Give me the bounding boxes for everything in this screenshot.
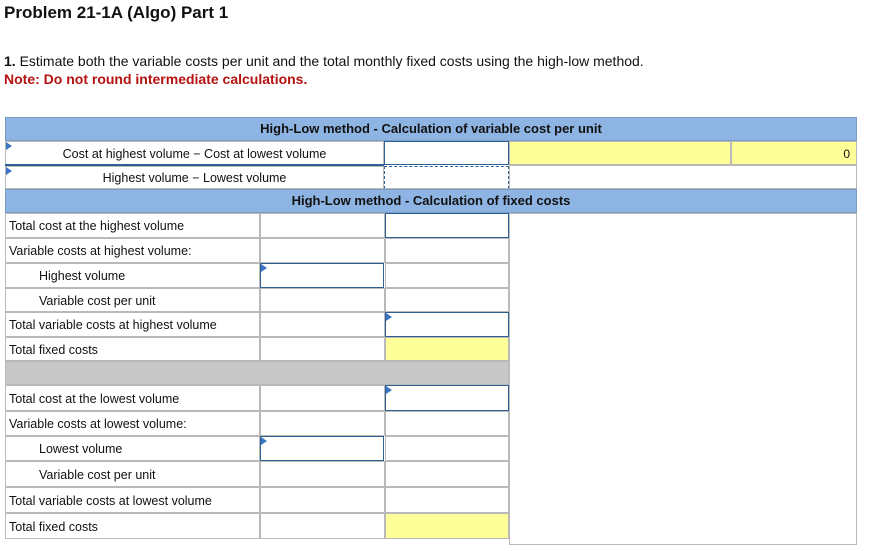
section-divider [5,361,509,385]
input-marker-icon [386,313,392,321]
empty-cell [260,487,385,513]
total-fixed-highest-label: Total fixed costs [9,343,98,357]
total-variable-highest-input[interactable] [385,312,509,337]
empty-cell [385,461,509,487]
input-marker-icon [6,167,12,175]
numerator-cell[interactable] [5,141,384,165]
input-marker-icon [261,437,267,445]
total-variable-highest-label: Total variable costs at highest volume [9,318,217,332]
page-title: Problem 21-1A (Algo) Part 1 [4,3,229,22]
total-fixed-lowest-result [385,513,509,539]
fixed-cost-header: High-Low method - Calculation of fixed costs [5,189,857,213]
row-label-cell [5,513,260,539]
empty-cell [385,263,509,288]
lowest-volume-label: Lowest volume [39,442,123,456]
question-body: Estimate both the variable costs per unit and the total monthly fixed costs using the high-low method. [19,53,644,69]
empty-cell [260,312,385,337]
empty-cell [260,337,385,361]
row-label-cell [5,461,260,487]
empty-cell [385,288,509,312]
row-label-cell [5,487,260,513]
empty-area [509,213,857,545]
variable-cost-result-cell [509,141,731,165]
empty-cell [260,213,385,238]
variable-cost-header: High-Low method - Calculation of variable cost per unit [5,117,857,141]
row-label-cell [5,238,260,263]
denominator-input[interactable] [384,166,509,189]
empty-cell [385,411,509,436]
lowest-volume-input[interactable] [260,436,384,461]
total-variable-lowest-cell [385,487,509,513]
denominator-label: Highest volume − Lowest volume [102,171,287,185]
input-marker-icon [261,264,267,272]
row-label-cell [5,312,260,337]
vcpu-lowest-label: Variable cost per unit [39,468,156,482]
question-number: 1. [4,53,16,69]
numerator-input[interactable] [384,141,509,165]
input-marker-icon [6,142,12,150]
empty-cell [260,385,385,411]
empty-cell [260,411,385,436]
empty-cell [260,238,385,263]
question-note: Note: Do not round intermediate calculations. [4,71,308,87]
variable-costs-highest-label: Variable costs at highest volume: [9,244,192,258]
empty-cell [385,436,509,461]
empty-cell [260,513,385,539]
row-label-cell [5,337,260,361]
row-label-cell [5,385,260,411]
total-cost-highest-label: Total cost at the highest volume [9,219,185,233]
total-cost-lowest-label: Total cost at the lowest volume [9,392,180,406]
highest-volume-input[interactable] [260,263,384,288]
input-marker-icon [386,386,392,394]
total-cost-lowest-input[interactable] [385,385,509,411]
empty-cell [385,238,509,263]
row-label-cell [5,411,260,436]
vcpu-highest-label: Variable cost per unit [39,294,156,308]
numerator-label: Cost at highest volume − Cost at lowest volume [62,147,327,161]
blank-cell [509,165,857,189]
variable-cost-result-value: 0 [731,141,857,165]
total-fixed-highest-result [385,337,509,361]
vcpu-lowest-cell [260,461,385,487]
row-label-cell [5,436,260,461]
highest-volume-label: Highest volume [39,269,126,283]
question-text [4,53,644,69]
total-cost-highest-input[interactable] [385,213,509,238]
total-variable-lowest-label: Total variable costs at lowest volume [9,494,212,508]
variable-costs-lowest-label: Variable costs at lowest volume: [9,417,187,431]
row-label-cell [5,288,260,312]
denominator-cell[interactable] [5,166,384,189]
row-label-cell [5,263,260,288]
total-fixed-lowest-label: Total fixed costs [9,520,98,534]
vcpu-highest-cell [260,288,385,312]
row-label-cell [5,213,260,238]
